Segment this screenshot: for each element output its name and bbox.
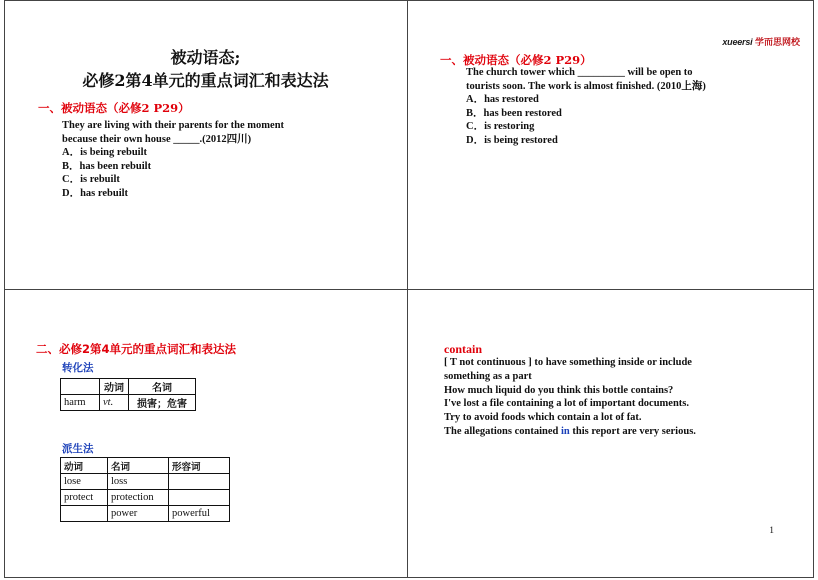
example-line — [444, 425, 696, 439]
table-row — [61, 506, 230, 522]
example-line: How much liquid do you think this bottle contains? — [444, 384, 674, 396]
option-d: D．has rebuilt — [62, 187, 129, 199]
page-number: 1 — [769, 526, 774, 536]
conversion-label: 转化法 — [62, 362, 94, 374]
table-cell — [169, 474, 230, 490]
option-c: C．is restoring — [466, 121, 535, 133]
table-cell: vt. — [100, 395, 129, 411]
highlighted-word: in — [560, 425, 570, 437]
derivation-label: 派生法 — [62, 443, 94, 455]
section-heading — [38, 100, 190, 116]
slide-4 — [408, 290, 814, 578]
option-b: B．has been rebuilt — [62, 160, 152, 172]
example-text: this report are very serious. — [569, 425, 696, 437]
definition-line: [ T not continuous ] to have something inside or include — [444, 357, 692, 368]
question-line: because their own house _____.(2012四川) — [62, 133, 252, 145]
table-header-row — [61, 458, 230, 474]
table-cell: power — [108, 506, 169, 522]
heading-reference: （必修2 P29） — [509, 53, 592, 67]
table-cell: loss — [108, 474, 169, 490]
example-text: The allegations contained — [444, 425, 561, 437]
option-c: C．is rebuilt — [62, 174, 120, 186]
table-cell: harm — [61, 395, 100, 411]
brand-chinese: 学而思网校 — [754, 37, 800, 47]
heading-reference: （必修2 P29） — [107, 101, 190, 115]
table-cell: powerful — [169, 506, 230, 522]
table-cell — [169, 490, 230, 506]
definition-block — [444, 356, 696, 439]
question-line: The church tower which _________ will be open to — [466, 67, 693, 78]
table-header-cell: 动词 — [61, 458, 108, 474]
table-header-cell: 名词 — [129, 379, 196, 395]
table-cell: protect — [61, 490, 108, 506]
conversion-table — [60, 378, 196, 411]
table-row — [61, 490, 230, 506]
table-cell — [61, 506, 108, 522]
option-d: D．is being restored — [466, 134, 558, 146]
slide-2 — [408, 0, 814, 289]
slide-title-line1: 被动语态; — [170, 48, 241, 67]
option-b: B．has been restored — [466, 107, 562, 119]
vocabulary-word: contain — [444, 342, 483, 356]
table-header-cell — [61, 379, 100, 395]
table-header-cell: 名词 — [108, 458, 169, 474]
table-header-cell: 形容词 — [169, 458, 230, 474]
question — [62, 119, 284, 201]
table-cell: 损害；危害 — [129, 395, 196, 411]
table-header-cell: 动词 — [100, 379, 129, 395]
option-a: A．has restored — [466, 94, 539, 106]
section-heading: 二、必修2第4单元的重点词汇和表达法 — [36, 342, 237, 356]
slide-3 — [4, 290, 407, 578]
derivation-table — [60, 457, 230, 522]
brand-logo — [722, 35, 800, 48]
table-row — [61, 395, 196, 411]
definition-line: something as a part — [444, 370, 532, 382]
table-header-row — [61, 379, 196, 395]
brand-latin: xueersi — [722, 37, 753, 47]
question-line: They are living with their parents for the moment — [62, 120, 285, 131]
heading-text: 一、被动语态 — [38, 101, 107, 115]
table-cell: lose — [61, 474, 108, 490]
heading-text: 一、被动语态 — [440, 53, 509, 67]
table-row — [61, 474, 230, 490]
example-line: I've lost a file containing a lot of important documents. — [444, 398, 689, 410]
slide-title-line2: 必修2第4单元的重点词汇和表达法 — [82, 71, 329, 90]
example-line: Try to avoid foods which contain a lot of fat. — [444, 412, 642, 424]
question-line: tourists soon. The work is almost finished. (2010上海) — [466, 80, 706, 92]
question — [466, 66, 706, 148]
slide-1 — [4, 0, 407, 289]
table-cell: protection — [108, 490, 169, 506]
option-a: A．is being rebuilt — [62, 147, 147, 159]
